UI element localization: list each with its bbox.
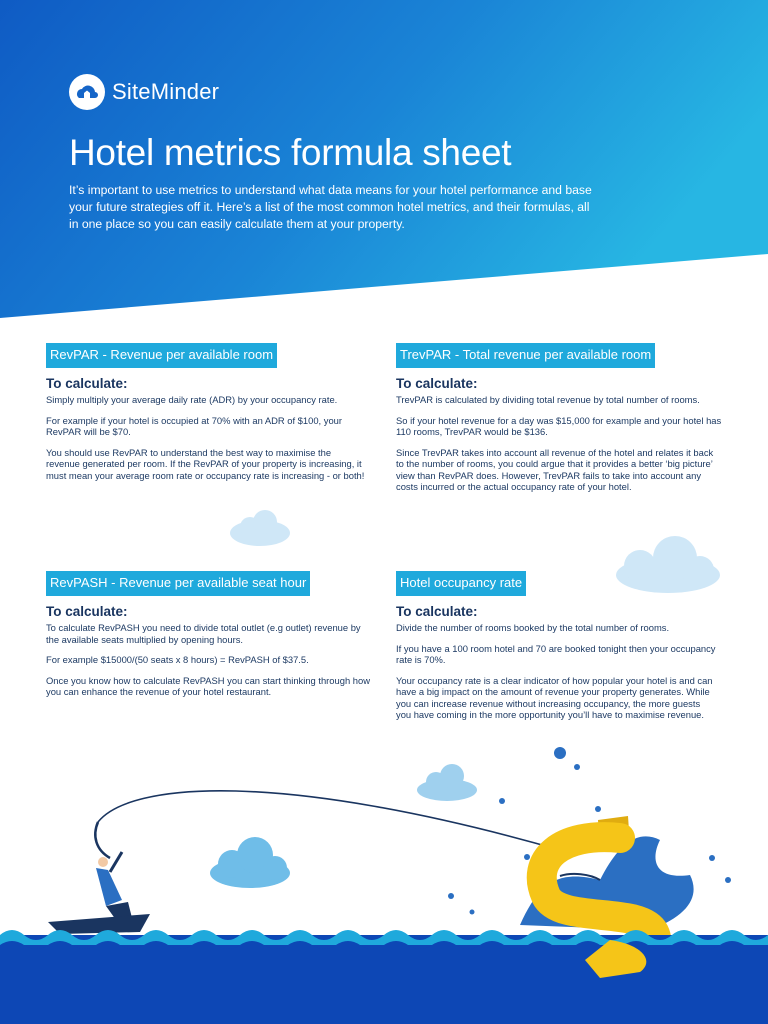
section-paragraph: TrevPAR is calculated by dividing total revenue by total number of rooms. — [396, 394, 700, 405]
siteminder-logo — [69, 74, 219, 110]
brand-name: SiteMinder — [112, 79, 220, 104]
house-cloud-icon — [69, 74, 105, 110]
section-paragraph: So if your hotel revenue for a day was $15,000 for example and your hotel has 110 rooms, TrevPAR would be $136. — [396, 414, 722, 437]
section-paragraph: To calculate RevPASH you need to divide total outlet (e.g outlet) revenue by the available seats multiplied by opening hours. — [46, 622, 361, 645]
section-paragraph: If you have a 100 room hotel and 70 are booked tonight then your occupancy rate is 70%. — [396, 642, 716, 665]
fishing-line-icon — [98, 791, 560, 850]
section-badge: RevPASH - Revenue per available seat hour — [46, 571, 310, 596]
section-paragraph: Once you know how to calculate RevPASH you can start thinking through how you can enhance the revenue of your hotel restaurant. — [46, 674, 370, 697]
section-paragraph: Your occupancy rate is a clear indicator of how popular your hotel is and can have a big impact on the amount of revenue your property generates. While you can increase revenue without increasing occupancy, the more guests you have coming in the more opportunity you’ll have to maximise revenue. — [396, 674, 713, 720]
trevpar-section — [396, 343, 722, 502]
section-paragraph: Simply multiply your average daily rate (ADR) by your occupancy rate. — [46, 394, 338, 405]
section-paragraph: For example if your hotel is occupied at 70% with an ADR of $100, your RevPAR will be $70. — [46, 414, 342, 437]
page-title: Hotel metrics formula sheet — [69, 132, 512, 173]
section-heading: To calculate: — [46, 376, 128, 391]
section-badge: TrevPAR - Total revenue per available room — [396, 343, 655, 368]
section-badge: RevPAR - Revenue per available room — [46, 343, 277, 368]
occupancy-section — [396, 571, 716, 730]
intro-text: It’s important to use metrics to understand what data means for your hotel performance and base your future strategies off it. Here’s a list of the most common hotel metrics, and their formulas, all in one place so you can easily calculate them at your property. — [69, 183, 592, 231]
section-heading: To calculate: — [396, 604, 478, 619]
cloud-icon — [210, 837, 290, 888]
cloud-icon — [417, 764, 477, 801]
cloud-icon — [230, 510, 290, 546]
section-heading: To calculate: — [396, 376, 478, 391]
section-paragraph: Divide the number of rooms booked by the total number of rooms. — [396, 622, 670, 633]
fisherman-icon — [96, 852, 132, 920]
section-paragraph: You should use RevPAR to understand the best way to maximise the revenue generated per room. If the RevPAR of your property is increasing, it must mean your average room rate or occupancy rate is increasing - or both! — [46, 446, 365, 481]
section-badge: Hotel occupancy rate — [396, 571, 526, 596]
section-heading: To calculate: — [46, 604, 128, 619]
revpar-section — [46, 343, 366, 490]
section-paragraph: For example $15000/(50 seats x 8 hours) = RevPASH of $37.5. — [46, 654, 309, 665]
section-paragraph: Since TrevPAR takes into account all revenue of the hotel and relates it back to the number of rooms, you could argue that it provides a better ‘big picture’ view than RevPAR does. However, TrevPAR fails to take into account any costs incurred or the actual occupancy rate of your hotel. — [396, 446, 714, 492]
waves-icon — [0, 930, 768, 1024]
revpash-section — [46, 571, 376, 707]
